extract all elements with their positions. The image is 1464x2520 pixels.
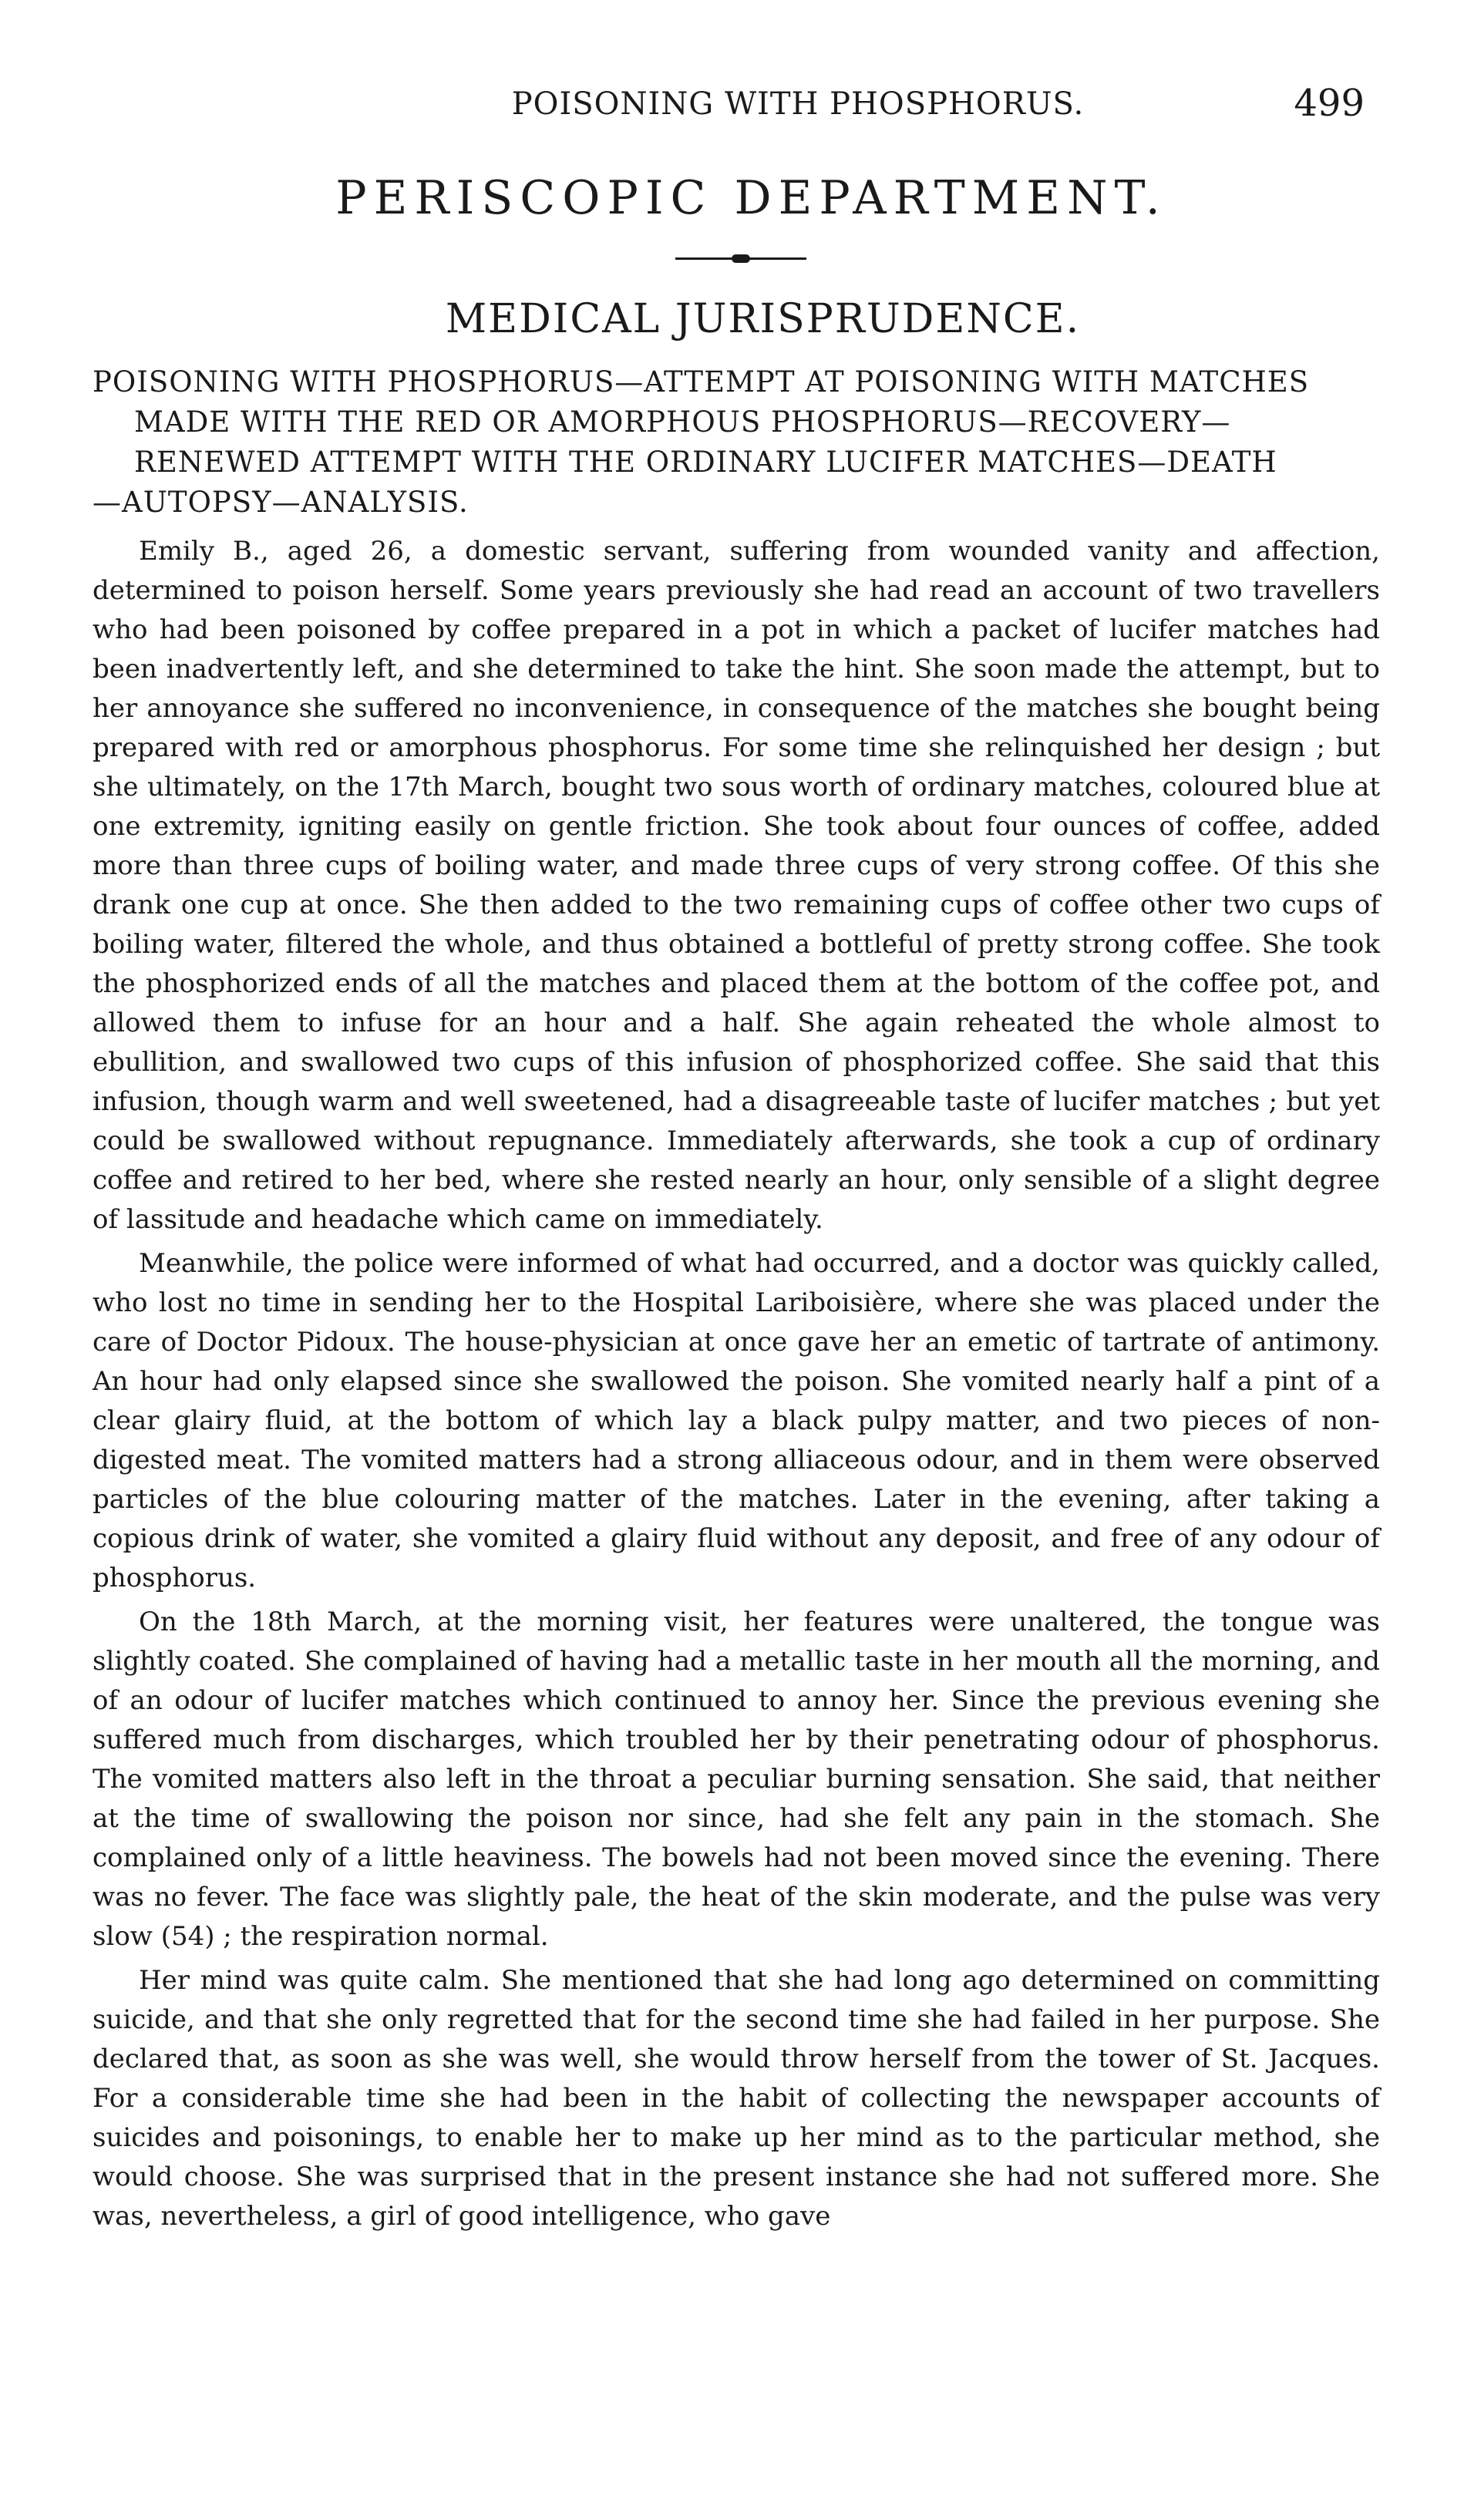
paragraph: Her mind was quite calm. She mentioned that she had long ago determined on committing suicide, and that she only regretted that for the second time she had failed in her purpose. She declared that, as soon as she was well, she would throw herself from the tower of St. Jacques. For a considerable time she had been in the habit of collecting the newspaper accounts of suicides and poisonings, to enable her to make up her mind as to the particular method, she would choose. She was surprised that in the present instance she had not suffered more. She was, nevertheless, a girl of good intelligence, who gave [93,1965,1380,2232]
ornament-rule [675,254,806,264]
paragraph: On the 18th March, at the morning visit, her features were unaltered, the tongue was slightly coated. She complained of having had a metallic taste in her mouth all the morning, and of an odour of lucifer matches which continued to annoy her. Since the previous evening she suffered much from discharges, which troubled her by their penetrating odour of phosphorus. The vomited matters also left in the throat a peculiar burning sensation. She said, that neither at the time of swallowing the poison nor since, had she felt any pain in the stomach. She complained only of a little heaviness. The bowels had not been moved since the evening. There was no fever. The face was slightly pale, the heat of the skin moderate, and the pulse was very slow (54) ; the respiration normal. [93,1607,1380,1952]
subheading-line: —AUTOPSY—ANALYSIS. [93,486,469,519]
paragraph: Meanwhile, the police were informed of what had occurred, and a doctor was quickly called, who lost no time in sending her to the Hospital Lariboisière, where she was placed under the care of Doctor Pidoux. The house-physician at once gave her an emetic of tartrate of antimony. An hour had only elapsed since she swallowed the poison. She vomited nearly half a pint of a clear glairy fluid, at the bottom of which lay a black pulpy matter, and two pieces of non-digested meat. The vomited matters had a strong alliaceous odour, and in them were observed particles of the blue colouring matter of the matches. Later in the evening, after taking a copious drink of water, she vomited a glairy fluid without any deposit, and free of any odour of phosphorus. [93,1248,1380,1593]
article-body [93,532,1380,2236]
subheading-line: MADE WITH THE RED OR AMORPHOUS PHOSPHORUS—RECOVERY— [134,405,1231,439]
ornament-dot [732,254,750,263]
running-header [93,82,1372,133]
paragraph: Emily B., aged 26, a domestic servant, suffering from wounded vanity and affection, determined to poison herself. Some years previously she had read an account of two travellers who had been poisoned by coffee prepared in a pot in which a packet of lucifer matches had been inadvertently left, and she determined to take the hint. She soon made the attempt, but to her annoyance she suffered no inconvenience, in consequence of the matches she bought being prepared with red or amorphous phosphorus. For some time she relinquished her design ; but she ultimately, on the 17th March, bought two sous worth of ordinary matches, coloured blue at one extremity, igniting easily on gentle friction. She took about four ounces of coffee, added more than three cups of boiling water, and made three cups of very strong coffee. Of this she drank one cup at once. She then added to the two remaining cups of coffee other two cups of boiling water, filtered the whole, and thus obtained a bottleful of pretty strong coffee. She took the phosphorized ends of all the matches and placed them at the bottom of the coffee pot, and allowed them to infuse for an hour and a half. She again reheated the whole almost to ebullition, and swallowed two cups of this infusion of phosphorized coffee. She said that this infusion, though warm and well sweetened, had a disagreeable taste of lucifer matches ; but yet could be swallowed without repugnance. Immediately afterwards, she took a cup of ordinary coffee and retired to her bed, where she rested nearly an hour, only sensible of a slight degree of lassitude and headache which came on immediately. [93,536,1380,1235]
subheading-line: POISONING WITH PHOSPHORUS—ATTEMPT AT POISONING WITH MATCHES [93,365,1310,399]
page-number: 499 [1294,82,1365,125]
subheading-line: RENEWED ATTEMPT WITH THE ORDINARY LUCIFER MATCHES—DEATH [134,446,1277,479]
article-subheading [93,362,1380,523]
running-title: POISONING WITH PHOSPHORUS. [511,86,1085,122]
section-heading: MEDICAL JURISPRUDENCE. [445,296,1081,342]
department-heading: PERISCOPIC DEPARTMENT. [335,171,1167,225]
